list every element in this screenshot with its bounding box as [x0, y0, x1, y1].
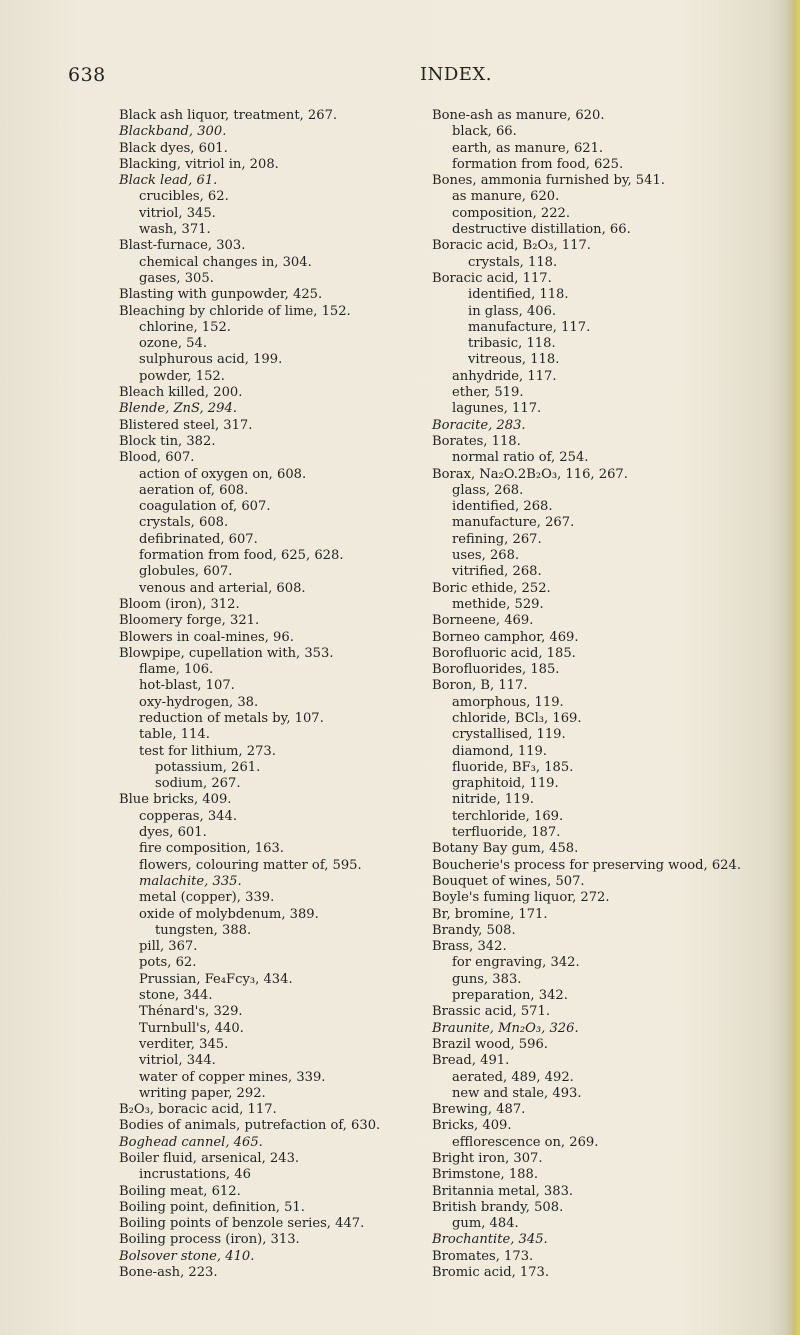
index-entry: Brochantite, 345.: [432, 1232, 548, 1248]
index-entry: ether, 519.: [452, 385, 524, 401]
index-entry: Bright iron, 307.: [432, 1151, 543, 1166]
index-entry: Blood, 607.: [119, 450, 195, 466]
index-entry: anhydride, 117.: [452, 368, 557, 384]
page-header: [0, 64, 800, 86]
index-entry: Blasting with gunpowder, 425.: [119, 287, 323, 303]
index-entry: flowers, colouring matter of, 595.: [139, 857, 362, 873]
index-entry: Boracic acid, B₂O₃, 117.: [432, 238, 591, 254]
index-entry: new and stale, 493.: [452, 1085, 582, 1101]
index-entry: globules, 607.: [139, 564, 233, 580]
index-entry: graphitoid, 119.: [452, 776, 559, 792]
index-entry: Br, bromine, 171.: [432, 906, 548, 922]
index-entry: vitrified, 268.: [452, 564, 542, 580]
index-entry: Borneene, 469.: [432, 613, 534, 629]
index-entry: aeration of, 608.: [139, 482, 249, 498]
index-entry: methide, 529.: [452, 596, 544, 612]
index-entry: writing paper, 292.: [139, 1085, 266, 1101]
index-entry: copperas, 344.: [139, 808, 237, 824]
index-entry: Bone-ash as manure, 620.: [432, 108, 605, 123]
index-entry: vitriol, 345.: [139, 205, 216, 221]
index-entry: Blistered steel, 317.: [119, 417, 253, 433]
index-entry: diamond, 119.: [452, 743, 547, 759]
index-entry: Bloomery forge, 321.: [119, 613, 260, 629]
index-entry: Boiler fluid, arsenical, 243.: [119, 1151, 300, 1166]
index-entry: Bleaching by chloride of lime, 152.: [119, 303, 351, 319]
index-entry: amorphous, 119.: [452, 694, 564, 710]
running-head: INDEX.: [420, 64, 492, 85]
index-entry: Boiling points of benzole series, 447.: [119, 1216, 365, 1232]
index-entry: action of oxygen on, 608.: [139, 466, 307, 482]
index-entry: oxide of molybdenum, 389.: [139, 906, 319, 922]
index-entry: Brassic acid, 571.: [432, 1004, 550, 1020]
index-entry: Boyle's fuming liquor, 272.: [432, 890, 610, 906]
index-entry: black, 66.: [452, 124, 517, 140]
index-entry: terfluoride, 187.: [452, 825, 561, 841]
index-entry: Brewing, 487.: [432, 1102, 526, 1118]
index-entry: for engraving, 342.: [452, 955, 580, 971]
index-entry: Borax, Na₂O.2B₂O₃, 116, 267.: [432, 466, 628, 482]
index-entry: Bloom (iron), 312.: [119, 596, 240, 612]
index-entry: hot-blast, 107.: [139, 678, 235, 694]
index-entry: nitride, 119.: [452, 792, 534, 808]
index-entry: Blacking, vitriol in, 208.: [119, 156, 279, 172]
index-entry: chlorine, 152.: [139, 319, 231, 335]
index-entry: as manure, 620.: [452, 189, 560, 205]
index-entry: coagulation of, 607.: [139, 499, 271, 515]
index-entry: tribasic, 118.: [468, 336, 556, 352]
index-entry: Bone-ash, 223.: [119, 1265, 218, 1281]
index-entry: glass, 268.: [452, 482, 524, 498]
index-entry: crystals, 608.: [139, 515, 229, 531]
index-entry: reduction of metals by, 107.: [139, 710, 324, 726]
index-entry: B₂O₃, boracic acid, 117.: [119, 1102, 277, 1118]
index-entry: Bromic acid, 173.: [432, 1265, 550, 1281]
index-entry: crystals, 118.: [468, 254, 558, 270]
index-entry: Blende, ZnS, 294.: [119, 401, 237, 417]
index-entry: gum, 484.: [452, 1216, 519, 1232]
index-entry: Blowers in coal-mines, 96.: [119, 629, 294, 645]
index-entry: fluoride, BF₃, 185.: [452, 759, 574, 775]
index-entry: destructive distillation, 66.: [452, 222, 631, 238]
index-entry: Borofluoric acid, 185.: [432, 645, 576, 661]
index-entry: crucibles, 62.: [139, 189, 229, 205]
index-entry: Black dyes, 601.: [119, 140, 228, 156]
index-entry: powder, 152.: [139, 368, 225, 384]
index-entry: Blast-furnace, 303.: [119, 238, 246, 254]
index-entry: normal ratio of, 254.: [452, 450, 589, 466]
index-entry: chemical changes in, 304.: [139, 254, 312, 270]
index-entry: Bricks, 409.: [432, 1118, 512, 1134]
index-entry: Turnbull's, 440.: [139, 1020, 244, 1036]
index-entry: earth, as manure, 621.: [452, 140, 604, 156]
index-entry: Boucherie's process for preserving wood, 624.: [432, 857, 742, 873]
index-entry: Brass, 342.: [432, 939, 507, 955]
index-entry: defibrinated, 607.: [139, 531, 258, 547]
index-entry: composition, 222.: [452, 205, 571, 221]
index-entry: Brimstone, 188.: [432, 1167, 539, 1183]
index-entry: test for lithium, 273.: [139, 743, 276, 759]
index-entry: Braunite, Mn₂O₃, 326.: [432, 1020, 579, 1036]
index-entry: Boghead cannel, 465.: [119, 1134, 263, 1150]
index-entry: Bones, ammonia furnished by, 541.: [432, 173, 665, 189]
index-entry: pill, 367.: [139, 939, 198, 955]
index-entry: Black ash liquor, treatment, 267.: [119, 108, 338, 123]
index-entry: Boiling meat, 612.: [119, 1183, 241, 1199]
index-entry: Boiling process (iron), 313.: [119, 1232, 300, 1248]
index-entry: identified, 118.: [468, 287, 569, 303]
index-entry: wash, 371.: [139, 222, 211, 238]
index-entry: malachite, 335.: [139, 873, 242, 889]
index-entry: venous and arterial, 608.: [139, 580, 306, 596]
index-entry: aerated, 489, 492.: [452, 1069, 574, 1085]
index-column-right: [432, 108, 792, 1281]
index-entry: efflorescence on, 269.: [452, 1134, 599, 1150]
index-entry: Britannia metal, 383.: [432, 1183, 574, 1199]
index-entry: preparation, 342.: [452, 988, 568, 1004]
index-entry: Thénard's, 329.: [139, 1004, 243, 1020]
index-entry: gases, 305.: [139, 270, 214, 286]
index-entry: formation from food, 625.: [452, 156, 624, 172]
index-entry: incrustations, 46: [139, 1167, 251, 1183]
index-entry: Bouquet of wines, 507.: [432, 873, 585, 889]
index-entry: fire composition, 163.: [139, 841, 284, 857]
index-entry: vitriol, 344.: [139, 1053, 216, 1069]
index-entry: Blackband, 300.: [119, 124, 227, 140]
index-entry: Bolsover stone, 410.: [119, 1248, 255, 1264]
index-entry: lagunes, 117.: [452, 401, 542, 417]
index-entry: Borneo camphor, 469.: [432, 629, 579, 645]
index-entry: Boron, B, 117.: [432, 678, 528, 694]
index-entry: Botany Bay gum, 458.: [432, 841, 579, 857]
index-entry: Bodies of animals, putrefaction of, 630.: [119, 1118, 381, 1134]
index-entry: oxy-hydrogen, 38.: [139, 694, 259, 710]
index-entry: potassium, 261.: [155, 759, 261, 775]
index-entry: identified, 268.: [452, 499, 553, 515]
index-entry: Blowpipe, cupellation with, 353.: [119, 645, 334, 661]
index-entry: Bromates, 173.: [432, 1248, 534, 1264]
index-entry: Boracite, 283.: [432, 417, 526, 433]
index-entry: metal (copper), 339.: [139, 890, 275, 906]
index-entry: uses, 268.: [452, 548, 520, 564]
index-entry: Borofluorides, 185.: [432, 662, 560, 678]
index-entry: in glass, 406.: [468, 303, 557, 319]
index-entry: Bleach killed, 200.: [119, 385, 243, 401]
index-entry: Borates, 118.: [432, 433, 521, 449]
index-entry: Boracic acid, 117.: [432, 270, 552, 286]
index-entry: chloride, BCl₃, 169.: [452, 710, 582, 726]
page-edge: [786, 0, 800, 1335]
index-entry: Blue bricks, 409.: [119, 792, 232, 808]
index-entry: manufacture, 117.: [468, 319, 591, 335]
index-entry: stone, 344.: [139, 988, 213, 1004]
index-entry: table, 114.: [139, 727, 210, 743]
index-entry: Block tin, 382.: [119, 433, 216, 449]
index-entry: Prussian, Fe₄Fcy₃, 434.: [139, 971, 293, 987]
index-entry: verditer, 345.: [139, 1036, 229, 1052]
index-entry: refining, 267.: [452, 531, 542, 547]
index-entry: guns, 383.: [452, 971, 522, 987]
index-entry: Boiling point, definition, 51.: [119, 1199, 305, 1215]
index-entry: Brazil wood, 596.: [432, 1036, 548, 1052]
index-entry: Bread, 491.: [432, 1053, 510, 1069]
page-number: 638: [68, 64, 106, 86]
index-entry: water of copper mines, 339.: [139, 1069, 326, 1085]
index-entry: terchloride, 169.: [452, 808, 564, 824]
index-entry: crystallised, 119.: [452, 727, 566, 743]
index-entry: Brandy, 508.: [432, 922, 516, 938]
index-entry: flame, 106.: [139, 662, 214, 678]
index-entry: manufacture, 267.: [452, 515, 575, 531]
index-entry: Black lead, 61.: [119, 173, 218, 189]
index-entry: Boric ethide, 252.: [432, 580, 551, 596]
index-entry: dyes, 601.: [139, 825, 207, 841]
index-entry: sulphurous acid, 199.: [139, 352, 283, 368]
index-column-left: [119, 108, 419, 1281]
index-entry: British brandy, 508.: [432, 1199, 564, 1215]
index-entry: pots, 62.: [139, 955, 197, 971]
index-entry: formation from food, 625, 628.: [139, 548, 344, 564]
index-entry: tungsten, 388.: [155, 922, 252, 938]
index-entry: ozone, 54.: [139, 336, 207, 352]
index-entry: sodium, 267.: [155, 776, 241, 792]
index-entry: vitreous, 118.: [468, 352, 560, 368]
